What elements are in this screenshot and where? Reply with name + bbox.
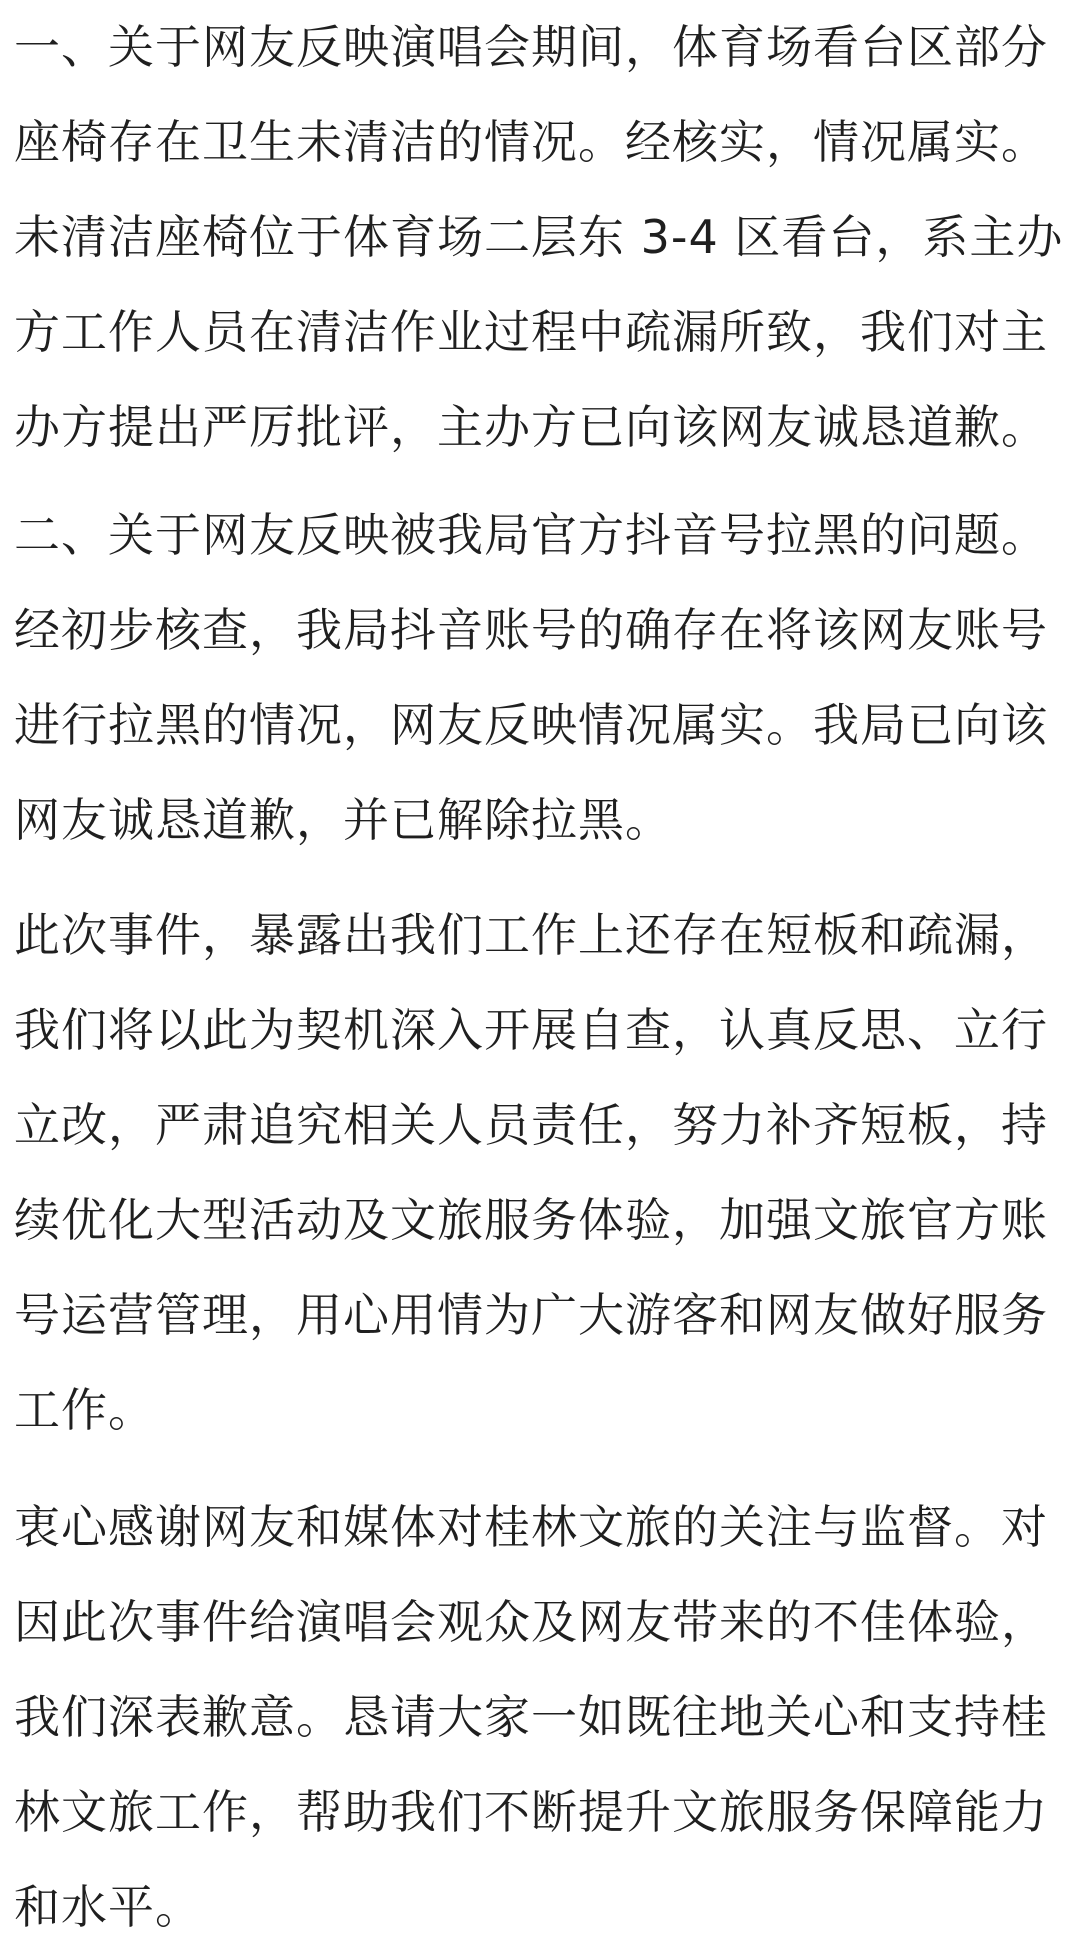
text-line: 我们深表歉意。恳请大家一如既往地关心和支持桂 (14, 1690, 1048, 1744)
paragraph-thanks-apology (14, 1480, 1066, 1955)
text-line: 号运营管理，用心用情为广大游客和网友做好服务 (14, 1288, 1048, 1342)
text-line: 林文旅工作，帮助我们不断提升文旅服务保障能力 (14, 1785, 1048, 1839)
text-line: 座椅存在卫生未清洁的情况。经核实，情况属实。 (14, 115, 1048, 169)
paragraph-self-review (14, 888, 1066, 1458)
text-line: 续优化大型活动及文旅服务体验，加强文旅官方账 (14, 1193, 1048, 1247)
text-line: 立改，严肃追究相关人员责任，努力补齐短板，持 (14, 1098, 1048, 1152)
text-line: 经初步核查，我局抖音账号的确存在将该网友账号 (14, 603, 1048, 657)
text-line: 工作。 (14, 1383, 155, 1437)
text-line: 和水平。 (14, 1880, 202, 1934)
paragraph-seat-cleaning (14, 0, 1066, 475)
text-line: 二、关于网友反映被我局官方抖音号拉黑的问题。 (14, 508, 1048, 562)
text-line: 因此次事件给演唱会观众及网友带来的不佳体验， (14, 1595, 1048, 1649)
text-line: 此次事件，暴露出我们工作上还存在短板和疏漏， (14, 908, 1048, 962)
text-line: 未清洁座椅位于体育场二层东 3-4 区看台，系主办 (14, 210, 1064, 264)
text-line: 我们将以此为契机深入开展自查，认真反思、立行 (14, 1003, 1048, 1057)
text-line: 一、关于网友反映演唱会期间，体育场看台区部分 (14, 20, 1048, 74)
text-line: 方工作人员在清洁作业过程中疏漏所致，我们对主 (14, 305, 1048, 359)
text-line: 办方提出严厉批评，主办方已向该网友诚恳道歉。 (14, 400, 1048, 454)
text-line: 衷心感谢网友和媒体对桂林文旅的关注与监督。对 (14, 1500, 1048, 1554)
text-line: 网友诚恳道歉，并已解除拉黑。 (14, 793, 672, 847)
text-line: 进行拉黑的情况，网友反映情况属实。我局已向该 (14, 698, 1048, 752)
paragraph-douyin-block (14, 488, 1066, 868)
